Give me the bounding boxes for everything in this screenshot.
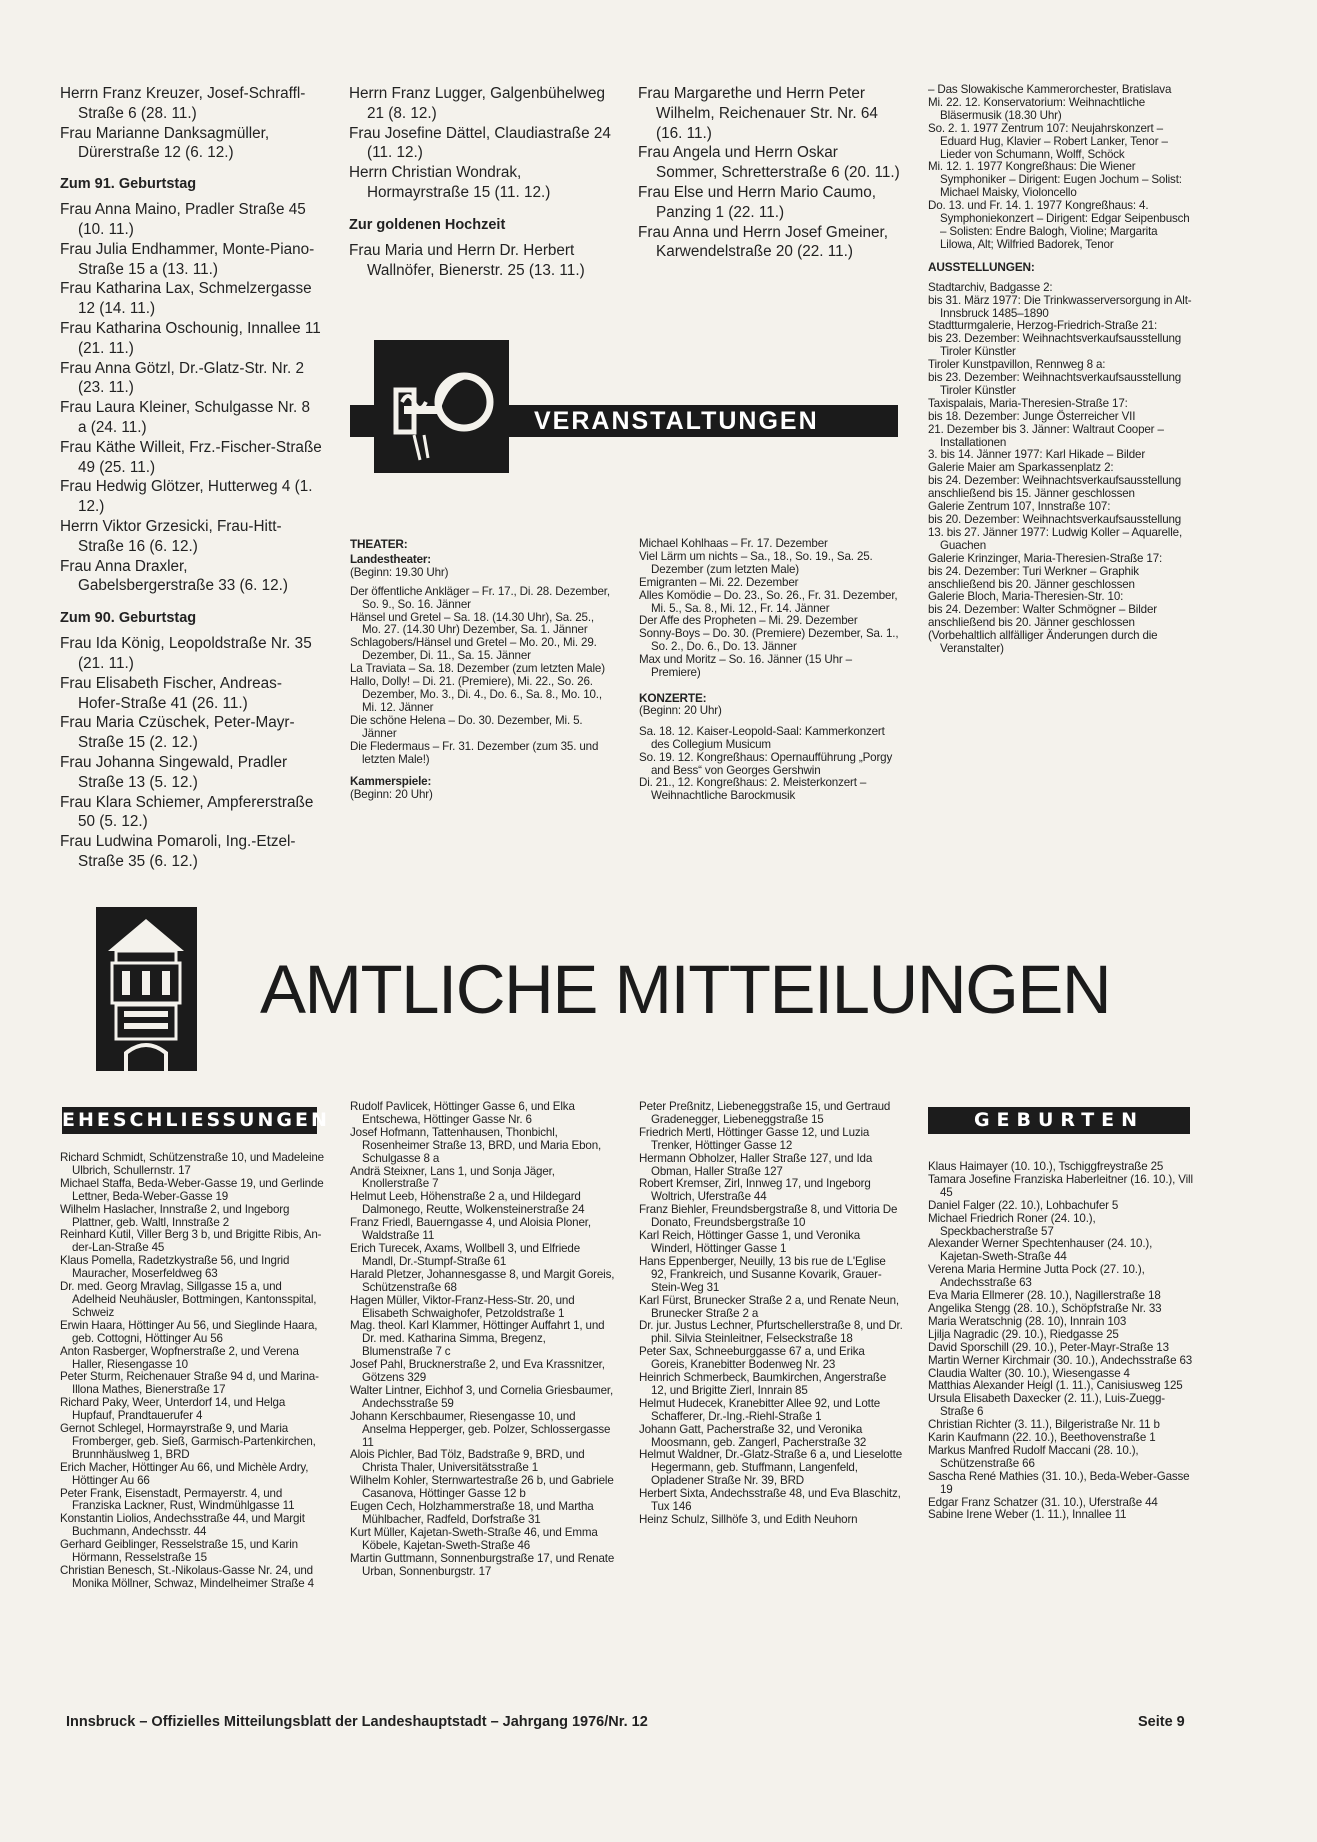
birthday-column-1 xyxy=(60,84,322,872)
ausstellung-entry: Taxispalais, Maria-Theresien-Straße 17: xyxy=(928,396,1128,410)
marriage-entry: Gernot Schlegel, Hormayrstraße 9, und Maria Fromberger, geb. Sieß, Garmisch-Partenkirchen, Brunnhäuslweg 1, BRD xyxy=(60,1422,316,1461)
ausstellung-entry: Tiroler Kunstpavillon, Rennweg 8 a: xyxy=(928,358,1106,372)
marriage-entry: Herbert Sixta, Andechsstraße 48, und Eva Blaschitz, Tux 146 xyxy=(639,1487,901,1514)
heading-golden-wedding: Zur goldenen Hochzeit xyxy=(349,216,506,233)
birth-entry: Martin Werner Kirchmair (30. 10.), Andechsstraße 63 xyxy=(928,1353,1193,1367)
ausstellung-entry: 21. Dezember bis 3. Jänner: Waltraut Cooper – Installationen xyxy=(928,422,1164,449)
golden-wedding-entry: Frau Angela und Herrn Oskar Sommer, Schretterstraße 6 (20. 11.) xyxy=(638,144,900,182)
ausstellung-entry: bis 31. März 1977: Die Trinkwasserversorgung in Alt-Innsbruck 1485–1890 xyxy=(928,293,1192,320)
birthday-entry: Frau Laura Kleiner, Schulgasse Nr. 8 a (24. 11.) xyxy=(60,399,310,436)
birth-entry: Michael Friedrich Roner (24. 10.), Speckbacherstraße 57 xyxy=(928,1211,1096,1238)
ausstellung-entry: Stadtturmgalerie, Herzog-Friedrich-Straße 21: xyxy=(928,319,1158,333)
marriage-entry: Dr. jur. Justus Lechner, Pfurtschellerstraße 8, und Dr. phil. Silvia Steinleitner, Felseckstraße 18 xyxy=(639,1319,903,1346)
kammerspiele-entry: Michael Kohlhaas – Fr. 17. Dezember xyxy=(639,537,828,550)
heading-91-birthday: Zum 91. Geburtstag xyxy=(60,176,197,193)
marriage-entry: Franz Biehler, Freundsbergstraße 8, und Vittoria De Donato, Freundsbergstraße 10 xyxy=(639,1203,898,1230)
marriage-entry: Erwin Haara, Höttinger Au 56, und Sieglinde Haara, geb. Cottogni, Höttinger Au 56 xyxy=(60,1318,318,1345)
birth-entry: Claudia Walter (30. 10.), Wiesengasse 4 xyxy=(928,1366,1130,1380)
veranstaltungen-logo xyxy=(374,340,509,473)
landestheater-heading: Landestheater: xyxy=(350,552,432,566)
konzert-entry: Sa. 18. 12. Kaiser-Leopold-Saal: Kammerkonzert des Collegium Musicum xyxy=(639,724,885,751)
theater-heading: THEATER: xyxy=(350,537,408,551)
marriage-entry: Karl Reich, Höttinger Gasse 1, und Veronika Winderl, Höttinger Gasse 1 xyxy=(639,1229,861,1255)
marriage-entry: Helmut Leeb, Höhenstraße 2 a, und Hildegard Dalmonego, Reutte, Wolkensteinerstraße 24 xyxy=(350,1190,585,1217)
marriage-entry: Karl Fürst, Brunecker Straße 2 a, und Renate Neun, Brunecker Straße 2 a xyxy=(639,1293,899,1320)
konzerte-list xyxy=(639,726,904,803)
birthday-entry: Frau Julia Endhammer, Monte-Piano-Straße 15 a (13. 11.) xyxy=(60,240,315,278)
birthday-entry: Frau Anna Draxler, Gabelsbergerstraße 33 (6. 12.) xyxy=(60,557,289,595)
birth-entry: Markus Manfred Rudolf Maccani (28. 10.), Schützenstraße 66 xyxy=(928,1443,1139,1470)
konzert-entry: Di. 21., 12. Kongreßhaus: 2. Meisterkonzert – Weihnachtliche Barockmusik xyxy=(639,776,867,803)
marriage-entry: Mag. theol. Karl Klammer, Höttinger Auffahrt 1, und Dr. med. Katharina Simma, Bregenz, Blumenstraße 7 c xyxy=(350,1319,605,1359)
marriage-entry: Anton Rasberger, Wopfnerstraße 2, und Verena Haller, Riesengasse 10 xyxy=(60,1344,299,1371)
golden-wedding-entry: Frau Margarethe und Herrn Peter Wilhelm, Reichenauer Str. Nr. 64 (16. 11.) xyxy=(638,85,878,142)
birthday-entry: Frau Johanna Singewald, Pradler Straße 13 (5. 12.) xyxy=(60,753,288,791)
marriage-entry: Johann Gatt, Pacherstraße 32, und Veronika Moosmann, geb. Zangerl, Pacherstraße 32 xyxy=(639,1422,867,1449)
marriage-entry: Dr. med. Georg Mravlag, Sillgasse 15 a, und Adelheid Neuhäusler, Bottmingen, Kantonsspital, Schweiz xyxy=(60,1280,317,1319)
theater-entry: Hänsel und Gretel – Sa. 18. (14.30 Uhr), Sa. 25., Mo. 27. (14.30 Uhr) Dezember, Sa. 1. Jänner xyxy=(350,610,594,637)
marriage-entry: Wilhelm Kohler, Sternwartestraße 26 b, und Gabriele Casanova, Höttinger Gasse 12 b xyxy=(350,1474,614,1501)
ausstellungen-list xyxy=(928,282,1193,656)
birthday-entry: Frau Ida König, Leopoldstraße Nr. 35 (21. 11.) xyxy=(60,635,312,672)
marriage-entry: Hermann Obholzer, Haller Straße 127, und Ida Obman, Haller Straße 127 xyxy=(639,1151,873,1178)
amtliche-title: AMTLICHE MITTEILUNGEN xyxy=(260,951,1111,1028)
marriage-entry: Richard Schmidt, Schützenstraße 10, und Madeleine Ulbrich, Schullernstr. 17 xyxy=(60,1151,324,1177)
ausstellung-entry: Galerie Zentrum 107, Innstraße 107: xyxy=(928,500,1111,514)
marriage-entry: Peter Frank, Eisenstadt, Permayerstr. 4, und Franziska Lackner, Rust, Windmühlgasse 11 xyxy=(60,1486,295,1513)
marriage-entry: Hans Eppenberger, Neuilly, 13 bis rue de L'Eglise 92, Frankreich, und Susanne Kovarik, Grauer-Stein-Weg 31 xyxy=(639,1254,886,1294)
marriage-entry: Christian Benesch, St.-Nikolaus-Gasse Nr. 24, und Monika Möllner, Schwaz, Mindelheimer Straße 4 xyxy=(60,1564,314,1590)
marriage-entry: Erich Macher, Höttinger Au 66, und Michèle Ardry, Höttinger Au 66 xyxy=(60,1460,309,1487)
veranstaltungen-title: VERANSTALTUNGEN xyxy=(534,407,819,435)
birthday-entry: Herrn Franz Lugger, Galgenbühelweg 21 (8. 12.) xyxy=(349,85,605,122)
marriage-entry: Richard Paky, Weer, Unterdorf 14, und Helga Hupfauf, Prandtauerufer 4 xyxy=(60,1396,286,1423)
ausstellung-entry: bis 24. Dezember: Weihnachtsverkaufsausstellung xyxy=(928,474,1182,488)
birth-entry: Daniel Falger (22. 10.), Lohbachufer 5 xyxy=(928,1198,1119,1212)
ausstellung-entry: 13. bis 27. Jänner 1977: Ludwig Koller – Aquarelle, Guachen xyxy=(928,525,1183,552)
birthday-entry: Frau Josefine Dättel, Claudiastraße 24 (11. 12.) xyxy=(349,124,611,162)
marriage-entry: Friedrich Mertl, Höttinger Gasse 12, und Luzia Trenker, Höttinger Gasse 12 xyxy=(639,1125,870,1152)
kammer-column xyxy=(639,538,904,803)
landestheater-begin: (Beginn: 19.30 Uhr) xyxy=(350,565,449,579)
ausstellung-entry: bis 18. Dezember: Junge Österreicher VII xyxy=(928,409,1136,423)
ausstellung-entry: (Vorbehaltlich allfälliger Änderungen durch die Veranstalter) xyxy=(928,629,1158,656)
marriage-entry: Gerhard Geiblinger, Resselstraße 15, und Karin Hörmann, Resselstraße 15 xyxy=(60,1538,298,1565)
konzert-entry: – Das Slowakische Kammerorchester, Bratislava xyxy=(928,83,1172,96)
geburten-column xyxy=(928,1161,1196,1522)
marriage-entry: Reinhard Kutil, Viller Berg 3 b, und Brigitte Ribis, An-der-Lan-Straße 45 xyxy=(60,1228,322,1255)
konzert-ausstellung-column xyxy=(928,84,1193,656)
eheschliessungen-list xyxy=(350,1101,615,1579)
ausstellung-entry: Stadtarchiv, Badgasse 2: xyxy=(928,280,1053,294)
marriage-entry: Konstantin Liolios, Andechsstraße 44, und Margit Buchmann, Andechsstr. 44 xyxy=(60,1512,305,1539)
konzerte-heading: KONZERTE: xyxy=(639,690,707,705)
marriage-entry: Wilhelm Haslacher, Innstraße 2, und Ingeborg Plattner, geb. Waltl, Innstraße 2 xyxy=(60,1202,290,1229)
theater-entry: La Traviata – Sa. 18. Dezember (zum letzten Male) xyxy=(350,662,605,676)
golden-wedding-entry: Frau Else und Herrn Mario Caumo, Panzing 1 (22. 11.) xyxy=(638,183,877,221)
kammerspiele-entry: Sonny-Boys – Do. 30. (Premiere) Dezember, Sa. 1., So. 2., Do. 6., Do. 13. Jänner xyxy=(639,627,899,654)
birthday-column-2 xyxy=(349,84,613,280)
konzert-entry: So. 19. 12. Kongreßhaus: Opernaufführung „Porgy and Bess“ von Georges Gershwin xyxy=(639,750,893,777)
ausstellung-entry: bis 23. Dezember: Weihnachtsverkaufsausstellung Tiroler Künstler xyxy=(928,371,1182,397)
birth-entry: Ljilja Nagradic (29. 10.), Riedgasse 25 xyxy=(928,1327,1119,1341)
kammerspiele-entry: Alles Komödie – Do. 23., So. 26., Fr. 31. Dezember, Mi. 5., Sa. 8., Mi. 12., Fr. 14. Jänner xyxy=(639,588,898,615)
marriage-entry: Johann Kerschbaumer, Riesengasse 10, und Anselma Hepperger, geb. Polzer, Schlossergasse 11 xyxy=(350,1409,611,1449)
marriage-entry: Hagen Müller, Viktor-Franz-Hess-Str. 20, und Elisabeth Schwaighofer, Petzoldstraße 1 xyxy=(350,1293,575,1320)
birthday-entry: Herrn Christian Wondrak, Hormayrstraße 15 (11. 12.) xyxy=(349,164,551,201)
konzerte-begin: (Beginn: 20 Uhr) xyxy=(639,703,722,717)
theater-entry: Der öffentliche Ankläger – Fr. 17., Di. 28. Dezember, So. 9., So. 16. Jänner xyxy=(350,584,610,611)
ausstellung-entry: Galerie Maier am Sparkassenplatz 2: xyxy=(928,461,1114,475)
birthday-group xyxy=(638,84,902,262)
ausstellungen-heading: AUSSTELLUNGEN: xyxy=(928,259,1035,274)
birthday-entry: Frau Hedwig Glötzer, Hutterweg 4 (1. 12.) xyxy=(60,478,313,516)
marriage-entry: Harald Pletzer, Johannesgasse 8, und Margit Goreis, Schützenstraße 68 xyxy=(350,1267,615,1294)
eheschliessungen-column-1 xyxy=(60,1152,325,1591)
ausstellung-entry: Galerie Bloch, Maria-Theresien-Str. 10: xyxy=(928,590,1124,604)
birthday-entry: Frau Klara Schiemer, Ampfererstraße 50 (5. 12.) xyxy=(60,793,314,831)
marriage-entry: Rudolf Pavlicek, Höttinger Gasse 6, und Elka Entschewa, Höttinger Gasse Nr. 6 xyxy=(350,1100,575,1126)
heading-90-birthday: Zum 90. Geburtstag xyxy=(60,610,197,627)
birth-entry: Christian Richter (3. 11.), Bilgeristraße Nr. 11 b xyxy=(928,1418,1160,1432)
birth-entry: Sabine Irene Weber (1. 11.), Innallee 11 xyxy=(928,1508,1127,1522)
ausstellung-entry: bis 23. Dezember: Weihnachtsverkaufsausstellung Tiroler Künstler xyxy=(928,332,1182,359)
posthorn-icon xyxy=(374,340,509,473)
eheschliessungen-list xyxy=(639,1101,904,1527)
birthday-entry: Frau Anna Götzl, Dr.-Glatz-Str. Nr. 2 (23. 11.) xyxy=(60,359,304,397)
golden-wedding-entry: Frau Anna und Herrn Josef Gmeiner, Karwendelstraße 20 (22. 11.) xyxy=(638,223,888,261)
birthday-entry: Frau Katharina Lax, Schmelzergasse 12 (14. 11.) xyxy=(60,280,312,318)
marriage-entry: Eugen Cech, Holzhammerstraße 18, und Martha Mühlbacher, Radfeld, Dorfstraße 31 xyxy=(350,1500,594,1526)
ausstellung-entry: bis 24. Dezember: Walter Schmögner – Bilder xyxy=(928,603,1157,617)
eheschliessungen-column-2 xyxy=(350,1101,615,1579)
ausstellung-entry: 3. bis 14. Jänner 1977: Karl Hikade – Bilder xyxy=(928,448,1146,462)
birth-entry: David Sporschill (29. 10.), Peter-Mayr-Straße 13 xyxy=(928,1340,1169,1354)
marriage-entry: Robert Kremser, Zirl, Innweg 17, und Ingeborg Woltrich, Uferstraße 44 xyxy=(639,1177,871,1204)
marriage-entry: Josef Hofmann, Tattenhausen, Thonbichl, Rosenheimer Straße 13, BRD, und Maria Ebon, Schulgasse 8 a xyxy=(350,1125,602,1165)
kammerspiele-entry: Viel Lärm um nichts – Sa., 18., So. 19., Sa. 25. Dezember (zum letzten Male) xyxy=(639,549,873,576)
marriage-entry: Kurt Müller, Kajetan-Sweth-Straße 46, und Emma Köbele, Kajetan-Sweth-Straße 46 xyxy=(350,1525,598,1552)
marriage-entry: Peter Sturm, Reichenauer Straße 94 d, und Marina-Illona Mathes, Bienerstraße 17 xyxy=(60,1370,319,1397)
birthday-entry: Frau Elisabeth Fischer, Andreas-Hofer-Straße 41 (26. 11.) xyxy=(60,674,282,712)
eheschliessungen-title: EHESCHLIESSUNGEN xyxy=(62,1107,317,1134)
geburten-list xyxy=(928,1161,1196,1522)
birthday-group-90 xyxy=(60,634,322,872)
birth-entry: Maria Weratschnig (28. 10), Innrain 103 xyxy=(928,1314,1127,1328)
birthday-entry: Frau Ludwina Pomaroli, Ing.-Etzel-Straße 35 (6. 12.) xyxy=(60,833,296,870)
birth-entry: Edgar Franz Schatzer (31. 10.), Uferstraße 44 xyxy=(928,1495,1158,1509)
marriage-entry: Helmut Hudecek, Kranebitter Allee 92, und Lotte Schafferer, Dr.-Ing.-Riehl-Straße 1 xyxy=(639,1396,881,1423)
birth-entry: Eva Maria Ellmerer (28. 10.), Nagillerstraße 18 xyxy=(928,1289,1161,1303)
kammerspiele-heading: Kammerspiele: xyxy=(350,775,432,789)
birthday-entry: Frau Maria Czüschek, Peter-Mayr-Straße 15 (2. 12.) xyxy=(60,714,295,752)
birthday-entry: Frau Marianne Danksagmüller, Dürerstraße 12 (6. 12.) xyxy=(60,124,270,162)
birth-entry: Karin Kaufmann (22. 10.), Beethovenstraße 1 xyxy=(928,1431,1156,1445)
marriage-entry: Peter Sax, Schneeburggasse 67 a, und Erika Goreis, Kranebitter Bodenweg Nr. 23 xyxy=(639,1345,865,1372)
birthday-entry: Frau Katharina Oschounig, Innallee 11 (21. 11.) xyxy=(60,319,321,357)
birthday-entry: Herrn Franz Kreuzer, Josef-Schraffl-Straße 6 (28. 11.) xyxy=(60,85,306,122)
marriage-entry: Peter Preßnitz, Liebeneggstraße 15, und Gertraud Gradenegger, Liebeneggstraße 15 xyxy=(639,1100,891,1126)
birth-entry: Alexander Werner Spechtenhauser (24. 10.), Kajetan-Sweth-Straße 44 xyxy=(928,1237,1153,1264)
marriage-entry: Erich Turecek, Axams, Wollbell 3, und Elfriede Mandl, Dr.-Stumpf-Straße 61 xyxy=(350,1241,581,1268)
birth-entry: Angelika Stengg (28. 10.), Schöpfstraße Nr. 33 xyxy=(928,1301,1162,1315)
theater-list xyxy=(350,586,615,767)
theater-entry: Die schöne Helena – Do. 30. Dezember, Mi. 5. Jänner xyxy=(350,713,583,740)
birthday-entry: Frau Anna Maino, Pradler Straße 45 (10. 11.) xyxy=(60,201,306,238)
kammer-list xyxy=(639,538,904,680)
marriage-entry: Klaus Pomella, Radetzkystraße 56, und Ingrid Mauracher, Moserfeldweg 63 xyxy=(60,1254,290,1281)
ausstellung-entry: Galerie Krinzinger, Maria-Theresien-Straße 17: xyxy=(928,551,1163,565)
birthday-group xyxy=(60,84,322,163)
marriage-entry: Josef Pahl, Brucknerstraße 2, und Eva Krassnitzer, Götzens 329 xyxy=(350,1358,605,1385)
theater-entry: Hallo, Dolly! – Di. 21. (Premiere), Mi. 22., So. 26. Dezember, Mo. 3., Di. 4., Do. 6., Sa. 8., Mo. 10., Mi. 12. Jänner xyxy=(350,675,602,714)
marriage-entry: Andrä Steixner, Lans 1, und Sonja Jäger, Knollerstraße 7 xyxy=(350,1164,555,1191)
konzert-entry: Mi. 22. 12. Konservatorium: Weihnachtliche Bläsermusik (18.30 Uhr) xyxy=(928,95,1146,122)
birth-entry: Tamara Josefine Franziska Haberleitner (16. 10.), Vill 45 xyxy=(928,1172,1193,1199)
birthday-entry: Herrn Viktor Grzesicki, Frau-Hitt-Straße 16 (6. 12.) xyxy=(60,517,282,555)
birth-entry: Sascha René Mathies (31. 10.), Beda-Weber-Gasse 19 xyxy=(928,1469,1190,1496)
konzert-entry: Do. 13. und Fr. 14. 1. 1977 Kongreßhaus: 4. Symphoniekonzert – Dirigent: Edgar Seipenbusch – Solisten: Endre Balogh, Violine; Margarita Lilowa, Alt; Wilfried Badorek, Tenor xyxy=(928,199,1190,251)
birthday-column-3 xyxy=(638,84,902,262)
eheschliessungen-column-3 xyxy=(639,1101,904,1527)
geburten-title: GEBURTEN xyxy=(928,1107,1190,1134)
marriage-entry: Franz Friedl, Bauerngasse 4, und Aloisia Ploner, Waldstraße 11 xyxy=(350,1216,591,1243)
konzert-entry: Mi. 12. 1. 1977 Kongreßhaus: Die Wiener Symphoniker – Dirigent: Eugen Jochum – Solist: Michael Maisky, Violoncello xyxy=(928,160,1182,200)
city-tower-logo xyxy=(96,907,197,1071)
theater-entry: Die Fledermaus – Fr. 31. Dezember (zum 35. und letzten Male!) xyxy=(350,739,599,766)
marriage-entry: Helmut Waldner, Dr.-Glatz-Straße 6 a, und Lieselotte Hegermann, geb. Stuffmann, Langenfeld, Opladener Straße Nr. 39, BRD xyxy=(639,1448,903,1488)
marriage-entry: Walter Lintner, Eichhof 3, und Cornelia Griesbaumer, Andechsstraße 59 xyxy=(350,1383,614,1410)
marriage-entry: Martin Guttmann, Sonnenburgstraße 17, und Renate Urban, Sonnenburgstr. 17 xyxy=(350,1551,615,1578)
ausstellung-entry: anschließend bis 20. Jänner geschlossen xyxy=(928,616,1135,630)
kammerspiele-entry: Der Affe des Propheten – Mi. 29. Dezember xyxy=(639,614,858,628)
marriage-entry: Heinrich Schmerbeck, Baumkirchen, Angerstraße 12, und Brigitte Zierl, Innrain 85 xyxy=(639,1371,887,1397)
theater-column xyxy=(350,538,615,802)
golden-wedding-entry: Frau Maria und Herrn Dr. Herbert Wallnöfer, Bienerstr. 25 (13. 11.) xyxy=(349,241,585,279)
birth-entry: Klaus Haimayer (10. 10.), Tschiggfreystraße 25 xyxy=(928,1160,1164,1173)
ausstellung-entry: bis 24. Dezember: Turi Werkner – Graphik xyxy=(928,564,1139,578)
kammerspiele-entry: Emigranten – Mi. 22. Dezember xyxy=(639,575,799,589)
birth-entry: Verena Maria Hermine Jutta Pock (27. 10.), Andechsstraße 63 xyxy=(928,1263,1145,1290)
footer-page-number: Seite 9 xyxy=(1138,1714,1185,1730)
birth-entry: Matthias Alexander Heigl (1. 11.), Canisiusweg 125 xyxy=(928,1379,1183,1393)
konzert-list-cont xyxy=(928,84,1193,252)
kammerspiele-entry: Max und Moritz – So. 16. Jänner (15 Uhr – Premiere) xyxy=(639,653,852,680)
birthday-entry: Frau Käthe Willeit, Frz.-Fischer-Straße 49 (25. 11.) xyxy=(60,438,322,476)
golden-wedding-group xyxy=(349,241,613,281)
marriage-entry: Michael Staffa, Beda-Weber-Gasse 19, und Gerlinde Lettner, Beda-Weber-Gasse 19 xyxy=(60,1176,324,1203)
marriage-entry: Alois Pichler, Bad Tölz, Badstraße 9, BRD, und Christa Thaler, Universitätsstraße 1 xyxy=(350,1448,585,1475)
eheschliessungen-list xyxy=(60,1152,325,1591)
birthday-group-91 xyxy=(60,200,322,596)
marriage-entry: Heinz Schulz, Sillhöfe 3, und Edith Neuhorn xyxy=(639,1513,858,1526)
theater-entry: Schlagobers/Hänsel und Gretel – Mo. 20., Mi. 29. Dezember, Di. 11., Sa. 15. Jänner xyxy=(350,636,597,663)
ausstellung-entry: anschließend bis 15. Jänner geschlossen xyxy=(928,487,1135,501)
birthday-group xyxy=(349,84,613,203)
ausstellung-entry: anschließend bis 20. Jänner geschlossen xyxy=(928,577,1135,591)
ausstellung-entry: bis 20. Dezember: Weihnachtsverkaufsausstellung xyxy=(928,513,1182,526)
birth-entry: Ursula Elisabeth Daxecker (2. 11.), Luis-Zuegg-Straße 6 xyxy=(928,1392,1165,1419)
konzert-entry: So. 2. 1. 1977 Zentrum 107: Neujahrskonzert – Eduard Hug, Klavier – Robert Lanker, Tenor – Lieder von Schumann, Wolff, Schöck xyxy=(928,121,1168,161)
tower-icon xyxy=(96,907,197,1071)
kammerspiele-begin: (Beginn: 20 Uhr) xyxy=(350,788,433,802)
footer-publication: Innsbruck – Offizielles Mitteilungsblatt der Landeshauptstadt – Jahrgang 1976/Nr. 12 xyxy=(66,1714,648,1730)
